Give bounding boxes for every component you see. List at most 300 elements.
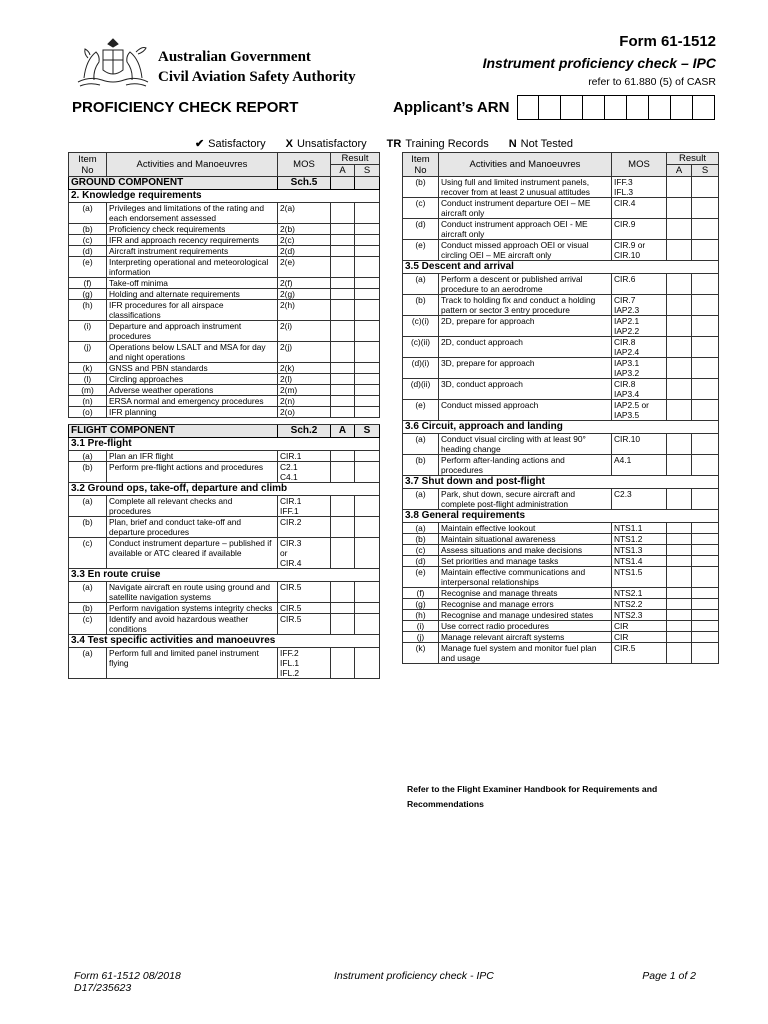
form-title: Instrument proficiency check – IPC [482, 55, 716, 71]
result-s-cell[interactable] [355, 374, 380, 385]
item-number: (d)(i) [403, 358, 439, 379]
result-a-cell[interactable] [667, 545, 692, 556]
activity-text: Using full and limited instrument panels, recover from at least 2 unusual attitudes [439, 177, 612, 198]
mos-reference [278, 603, 331, 614]
result-s-cell[interactable] [692, 274, 719, 295]
result-legend [0, 137, 768, 150]
result-a-cell[interactable] [331, 603, 355, 614]
arn-digit-box[interactable] [693, 95, 715, 120]
result-a-cell[interactable] [667, 534, 692, 545]
mos-line: NTS1.4 [614, 556, 643, 566]
result-s-cell[interactable] [355, 451, 380, 462]
mos-line: CIR [614, 621, 629, 631]
result-a-cell[interactable] [667, 337, 692, 358]
mos-reference [278, 451, 331, 462]
activity-text: Plan, brief and conduct take-off and departure procedures [107, 517, 278, 538]
mos-line: IAP3.4 [614, 389, 640, 399]
item-number: (n) [69, 396, 107, 407]
table-row [69, 257, 380, 278]
result-s-cell[interactable] [692, 621, 719, 632]
activity-text: Park, shut down, secure aircraft and complete post-flight administration [439, 489, 612, 510]
table-row [403, 274, 719, 295]
result-a-cell[interactable] [331, 374, 355, 385]
result-s-cell[interactable] [692, 337, 719, 358]
coat-of-arms-logo [74, 38, 152, 90]
result-a-cell[interactable] [667, 316, 692, 337]
arn-digit-box[interactable] [561, 95, 583, 120]
mos-line: CIR.2 [280, 517, 302, 527]
subsection-row [69, 190, 380, 203]
item-number: (h) [403, 610, 439, 621]
item-number: (b) [403, 455, 439, 476]
result-s-cell[interactable] [692, 599, 719, 610]
mos-line: NTS1.5 [614, 567, 643, 577]
item-number: (j) [69, 342, 107, 363]
result-s-cell[interactable] [355, 300, 380, 321]
result-s-cell[interactable] [355, 496, 380, 517]
result-s-cell[interactable] [355, 517, 380, 538]
section-schedule: Sch.5 [278, 177, 331, 190]
activity-text: Conduct instrument departure – published if available or ATC cleared if available [107, 538, 278, 569]
activity-text: Plan an IFR flight [107, 451, 278, 462]
result-s-cell[interactable] [355, 407, 380, 418]
result-a-cell[interactable] [331, 462, 355, 483]
mos-line: CIR.8 [614, 379, 636, 389]
mos-line: or [280, 548, 288, 558]
result-a-cell[interactable] [667, 434, 692, 455]
result-a-cell[interactable] [331, 396, 355, 407]
result-a-cell[interactable] [331, 648, 355, 679]
mos-line: C4.1 [280, 472, 298, 482]
mos-line: 2(b) [280, 224, 295, 234]
result-s-cell[interactable] [692, 588, 719, 599]
mos-line: 2(l) [280, 374, 293, 384]
mos-reference [612, 610, 667, 621]
table-row [69, 603, 380, 614]
result-a-header: A [331, 165, 355, 177]
result-s-cell[interactable] [692, 358, 719, 379]
mos-reference [612, 567, 667, 588]
activity-text: ERSA normal and emergency procedures [107, 396, 278, 407]
mos-line: IAP2.2 [614, 326, 640, 336]
mos-reference [278, 235, 331, 246]
item-no-header: Item No [403, 153, 439, 177]
mos-header: MOS [278, 153, 331, 177]
subsection-row [403, 476, 719, 489]
result-s-cell[interactable] [355, 342, 380, 363]
result-s-cell[interactable] [692, 198, 719, 219]
result-a-cell[interactable] [331, 203, 355, 224]
activity-text: Manage fuel system and monitor fuel plan and usage [439, 643, 612, 664]
item-number: (o) [69, 407, 107, 418]
result-s-cell[interactable] [692, 177, 719, 198]
item-number: (i) [69, 321, 107, 342]
mos-line: 2(a) [280, 203, 295, 213]
table-row [69, 396, 380, 407]
result-a-cell[interactable] [331, 496, 355, 517]
table-row [69, 462, 380, 483]
result-a-cell[interactable] [667, 379, 692, 400]
result-a-cell[interactable] [667, 632, 692, 643]
table-row [69, 496, 380, 517]
table-row [69, 278, 380, 289]
section-header-row [69, 177, 380, 190]
result-s-cell[interactable] [692, 219, 719, 240]
result-header: Result [331, 153, 380, 165]
mos-line: CIR.5 [280, 614, 302, 624]
mos-line: CIR.4 [280, 558, 302, 568]
result-a-cell[interactable] [331, 300, 355, 321]
arn-digit-box[interactable] [517, 95, 539, 120]
mos-line: CIR.6 [614, 274, 636, 284]
item-number: (b) [69, 462, 107, 483]
result-s-cell[interactable] [692, 556, 719, 567]
legend-mark: N [508, 138, 517, 150]
mos-reference [612, 358, 667, 379]
result-s-cell[interactable] [355, 363, 380, 374]
activity-text: Conduct instrument departure OEI – ME aircraft only [439, 198, 612, 219]
mos-line: IAP2.4 [614, 347, 640, 357]
result-a-cell[interactable] [667, 177, 692, 198]
item-number: (c) [69, 614, 107, 635]
arn-digit-box[interactable] [627, 95, 649, 120]
mos-header: MOS [612, 153, 667, 177]
table-row [403, 489, 719, 510]
table-row [69, 300, 380, 321]
result-a-cell[interactable] [331, 614, 355, 635]
mos-reference [612, 556, 667, 567]
legend-mark: X [285, 138, 293, 150]
table-row [403, 567, 719, 588]
mos-reference [278, 517, 331, 538]
activity-text: Perform after-landing actions and procedures [439, 455, 612, 476]
table-row [69, 582, 380, 603]
mos-line: 2(i) [280, 321, 293, 331]
footer-form-id [74, 970, 181, 994]
result-a-cell[interactable] [667, 621, 692, 632]
table-row [403, 400, 719, 421]
subsection-row [69, 483, 380, 496]
table-row [403, 379, 719, 400]
mos-reference [612, 434, 667, 455]
result-a-cell[interactable] [667, 455, 692, 476]
result-s-cell[interactable] [355, 603, 380, 614]
activity-text: IFR procedures for all airspace classifications [107, 300, 278, 321]
mos-line: CIR [614, 632, 629, 642]
mos-line: 2(k) [280, 363, 295, 373]
result-s-cell[interactable] [692, 545, 719, 556]
subsection-title: 3.4 Test specific activities and manoeuvres [69, 635, 380, 648]
item-number: (c) [69, 235, 107, 246]
activity-text: Manage relevant aircraft systems [439, 632, 612, 643]
result-s-cell[interactable] [692, 240, 719, 261]
result-a-cell[interactable] [667, 556, 692, 567]
table-row [69, 374, 380, 385]
item-number: (a) [403, 489, 439, 510]
table-row [403, 632, 719, 643]
mos-reference [612, 599, 667, 610]
arn-digit-box[interactable] [539, 95, 561, 120]
result-a-cell[interactable] [667, 523, 692, 534]
section-title: FLIGHT COMPONENT [69, 425, 278, 438]
mos-line: 2(m) [280, 385, 298, 395]
item-number: (d) [69, 246, 107, 257]
table-row [403, 588, 719, 599]
handbook-reference-note: Refer to the Flight Examiner Handbook for Requirements and Recommendations [407, 784, 658, 809]
mos-reference [612, 643, 667, 664]
result-s-cell[interactable] [692, 316, 719, 337]
result-s-cell[interactable] [355, 582, 380, 603]
result-a-cell[interactable] [667, 240, 692, 261]
item-number: (f) [69, 278, 107, 289]
legend-label: Satisfactory [208, 138, 266, 150]
result-a-cell[interactable] [331, 235, 355, 246]
result-a-cell[interactable] [667, 567, 692, 588]
left-checklist-table [68, 152, 380, 679]
mos-reference [278, 342, 331, 363]
activity-text: Recognise and manage errors [439, 599, 612, 610]
result-a-cell[interactable] [667, 198, 692, 219]
section-result-s [355, 177, 380, 190]
mos-line: 2(n) [280, 396, 295, 406]
result-a-cell[interactable] [667, 599, 692, 610]
table-row [403, 434, 719, 455]
result-s-cell[interactable] [692, 295, 719, 316]
subsection-title: 2. Knowledge requirements [69, 190, 380, 203]
section-schedule: Sch.2 [278, 425, 331, 438]
result-a-cell[interactable] [331, 407, 355, 418]
table-row [403, 599, 719, 610]
mos-line: CIR.5 [280, 603, 302, 613]
result-s-cell[interactable] [692, 610, 719, 621]
subsection-title: 3.3 En route cruise [69, 569, 380, 582]
form-reference: refer to 61.880 (5) of CASR [588, 76, 716, 88]
mos-line: 2(j) [280, 342, 293, 352]
result-a-cell[interactable] [331, 363, 355, 374]
mos-reference [278, 300, 331, 321]
result-a-cell[interactable] [667, 643, 692, 664]
result-a-cell[interactable] [331, 278, 355, 289]
result-a-cell[interactable] [667, 219, 692, 240]
footer-page-number: Page 1 of 2 [642, 970, 696, 982]
activity-text: Take-off minima [107, 278, 278, 289]
mos-reference [612, 632, 667, 643]
result-a-cell[interactable] [667, 588, 692, 599]
result-header: Result [667, 153, 719, 165]
result-a-cell[interactable] [667, 400, 692, 421]
result-a-cell[interactable] [331, 582, 355, 603]
mos-line: NTS1.1 [614, 523, 643, 533]
result-a-cell[interactable] [331, 246, 355, 257]
result-s-cell[interactable] [692, 455, 719, 476]
mos-line: IAP2.1 [614, 316, 640, 326]
item-number: (c) [403, 198, 439, 219]
right-checklist-table [402, 152, 719, 664]
item-number: (k) [69, 363, 107, 374]
arn-input-boxes[interactable] [517, 95, 715, 120]
result-s-cell[interactable] [692, 523, 719, 534]
result-s-cell[interactable] [355, 538, 380, 569]
mos-line: IAP3.2 [614, 368, 640, 378]
item-number: (a) [69, 451, 107, 462]
item-number: (b) [69, 517, 107, 538]
mos-line: 2(g) [280, 289, 295, 299]
section-title: GROUND COMPONENT [69, 177, 278, 190]
mos-line: IAP3.5 [614, 410, 640, 420]
result-s-cell[interactable] [692, 567, 719, 588]
table-row [403, 643, 719, 664]
subsection-title: 3.6 Circuit, approach and landing [403, 421, 719, 434]
result-s-cell[interactable] [355, 385, 380, 396]
result-s-cell[interactable] [355, 235, 380, 246]
activity-text: Maintain effective lookout [439, 523, 612, 534]
mos-reference [612, 534, 667, 545]
item-number: (c) [403, 545, 439, 556]
result-s-cell[interactable] [355, 278, 380, 289]
result-s-cell[interactable] [355, 462, 380, 483]
activity-text: Privileges and limitations of the rating and each endorsement assessed [107, 203, 278, 224]
result-s-cell[interactable] [692, 400, 719, 421]
mos-line: CIR.8 [614, 337, 636, 347]
section-result-a: A [331, 425, 355, 438]
mos-reference [278, 582, 331, 603]
table-row [69, 289, 380, 300]
mos-reference [278, 257, 331, 278]
arn-digit-box[interactable] [605, 95, 627, 120]
result-a-cell[interactable] [331, 451, 355, 462]
activity-text: 3D, prepare for approach [439, 358, 612, 379]
mos-line: CIR.9 or [614, 240, 646, 250]
mos-reference [612, 455, 667, 476]
result-a-cell[interactable] [667, 489, 692, 510]
mos-reference [612, 274, 667, 295]
form-number: Form 61-1512 [619, 33, 716, 50]
result-s-cell[interactable] [355, 321, 380, 342]
mos-reference [612, 400, 667, 421]
result-s-cell[interactable] [355, 648, 380, 679]
mos-reference [612, 588, 667, 599]
result-s-cell[interactable] [692, 643, 719, 664]
result-a-cell[interactable] [331, 257, 355, 278]
legend-label: Unsatisfactory [296, 138, 367, 150]
subsection-title: 3.1 Pre-flight [69, 438, 380, 451]
mos-line: IFL.2 [280, 668, 300, 678]
result-a-cell[interactable] [667, 295, 692, 316]
arn-digit-box[interactable] [649, 95, 671, 120]
result-a-cell[interactable] [331, 321, 355, 342]
result-s-cell[interactable] [355, 257, 380, 278]
subsection-row [403, 261, 719, 274]
mos-line: CIR.10 [614, 250, 641, 260]
item-number: (g) [69, 289, 107, 300]
result-a-cell[interactable] [331, 385, 355, 396]
item-number: (a) [69, 582, 107, 603]
result-s-cell[interactable] [355, 246, 380, 257]
mos-line: CIR.5 [614, 643, 636, 653]
result-a-cell[interactable] [331, 224, 355, 235]
result-s-cell[interactable] [692, 534, 719, 545]
item-number: (e) [403, 400, 439, 421]
subsection-row [69, 438, 380, 451]
result-s-cell[interactable] [692, 434, 719, 455]
item-number: (a) [403, 523, 439, 534]
mos-line: IFF.3 [614, 177, 633, 187]
result-a-cell[interactable] [331, 517, 355, 538]
result-a-cell[interactable] [667, 274, 692, 295]
subsection-title: 3.2 Ground ops, take-off, departure and climb [69, 483, 380, 496]
item-number: (d) [403, 556, 439, 567]
arn-digit-box[interactable] [671, 95, 693, 120]
mos-line: CIR.10 [614, 434, 641, 444]
result-s-cell[interactable] [692, 379, 719, 400]
mos-line: C2.1 [280, 462, 298, 472]
subsection-title: 3.8 General requirements [403, 510, 719, 523]
activity-text: Departure and approach instrument procedures [107, 321, 278, 342]
legend-label: Not Tested [520, 138, 574, 150]
result-s-cell[interactable] [355, 289, 380, 300]
result-s-cell[interactable] [355, 224, 380, 235]
result-s-cell[interactable] [355, 614, 380, 635]
table-row [403, 316, 719, 337]
activity-text: Conduct visual circling with at least 90° heading change [439, 434, 612, 455]
mos-reference [278, 648, 331, 679]
table-row [69, 648, 380, 679]
activity-text: Complete all relevant checks and procedures [107, 496, 278, 517]
legend-item [286, 138, 367, 150]
arn-digit-box[interactable] [583, 95, 605, 120]
mos-reference [612, 523, 667, 534]
activity-text: 3D, conduct approach [439, 379, 612, 400]
activity-text: Aircraft instrument requirements [107, 246, 278, 257]
item-number: (b) [403, 295, 439, 316]
mos-line: C2.3 [614, 489, 632, 499]
result-a-cell[interactable] [331, 342, 355, 363]
mos-reference [612, 198, 667, 219]
subsection-title: 3.5 Descent and arrival [403, 261, 719, 274]
table-row [69, 321, 380, 342]
result-s-cell[interactable] [692, 632, 719, 643]
table-row [403, 177, 719, 198]
mos-line: NTS1.3 [614, 545, 643, 555]
mos-line: 2(h) [280, 300, 295, 310]
footer-title: Instrument proficiency check - IPC [334, 970, 494, 982]
item-number: (b) [403, 534, 439, 545]
mos-line: NTS2.3 [614, 610, 643, 620]
mos-reference [612, 621, 667, 632]
item-number: (c)(i) [403, 316, 439, 337]
result-s-cell[interactable] [355, 203, 380, 224]
result-s-cell[interactable] [355, 396, 380, 407]
spacer-cell [69, 418, 380, 425]
mos-reference [278, 385, 331, 396]
table-row [403, 621, 719, 632]
activity-text: 2D, conduct approach [439, 337, 612, 358]
activity-text: Conduct instrument approach OEI - ME aircraft only [439, 219, 612, 240]
activity-text: GNSS and PBN standards [107, 363, 278, 374]
result-a-cell[interactable] [331, 289, 355, 300]
mos-line: CIR.7 [614, 295, 636, 305]
activity-text: Identify and avoid hazardous weather conditions [107, 614, 278, 635]
mos-line: NTS2.1 [614, 588, 643, 598]
activity-text: Use correct radio procedures [439, 621, 612, 632]
activity-text: Set priorities and manage tasks [439, 556, 612, 567]
result-a-cell[interactable] [667, 358, 692, 379]
result-a-cell[interactable] [667, 610, 692, 621]
item-number: (i) [403, 621, 439, 632]
activities-header: Activities and Manoeuvres [107, 153, 278, 177]
result-a-cell[interactable] [331, 538, 355, 569]
result-s-cell[interactable] [692, 489, 719, 510]
